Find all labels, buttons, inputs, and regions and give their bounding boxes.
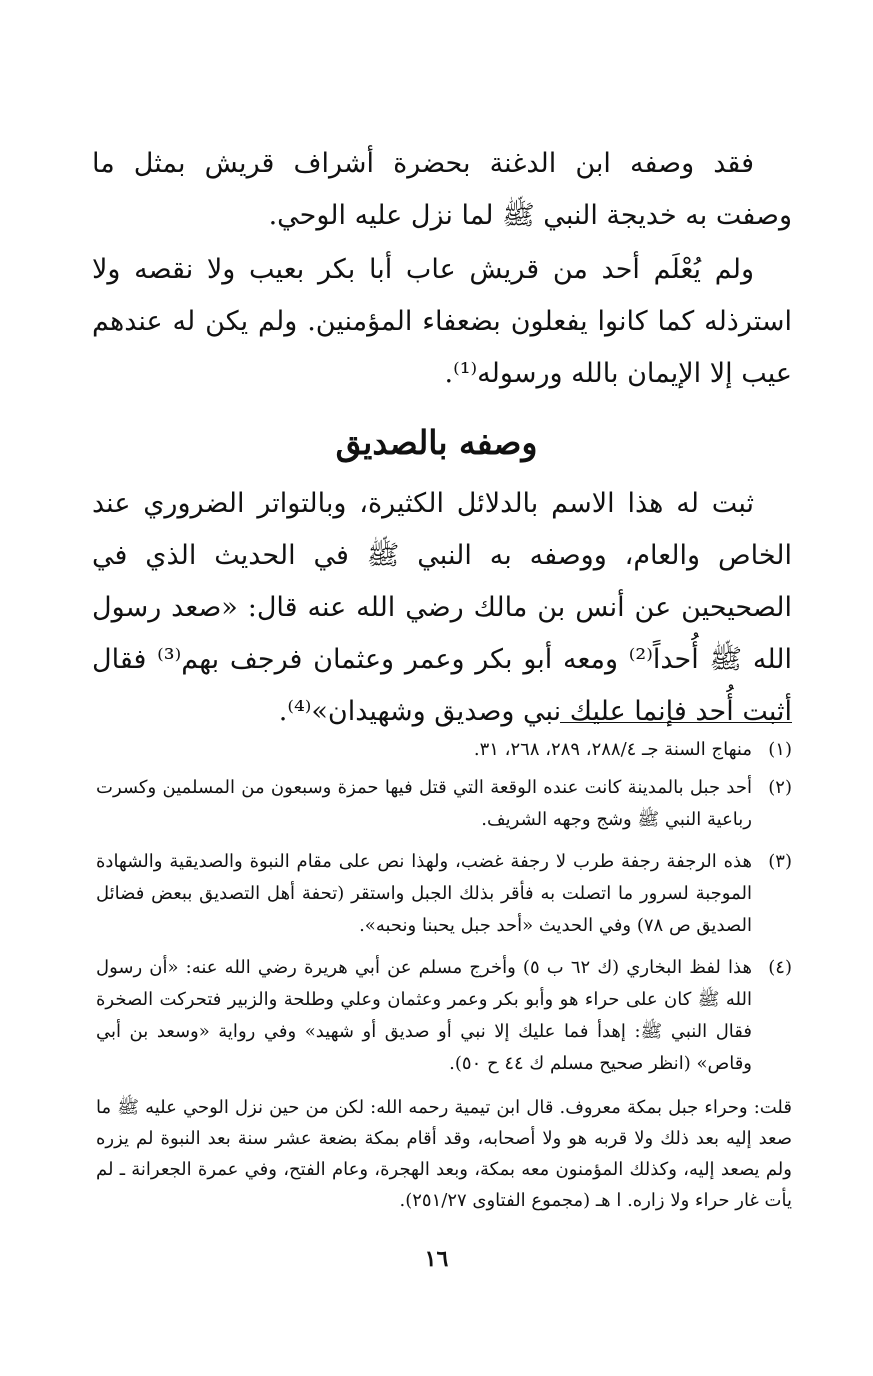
body-paragraph-3: ثبت له هذا الاسم بالدلائل الكثيرة، وبالتواتر الضروري عند الخاص والعام، ووصفه به النبي ﷺ في الحديث الذي في الصحيحين عن أنس بن مالك رضي الله عنه قال: «صعد رسول الله ﷺ أُحداً⁽²⁾ ومعه أبو بكر وعمر وعثمان فرجف بهم⁽³⁾ فقال أثبت أُحد فإنما عليك نبي وصديق وشهيدان»⁽⁴⁾. [92, 488, 793, 727]
body-paragraph-1-container [92, 138, 792, 242]
page-number: ١٦ [424, 1246, 449, 1272]
footnote-1 [96, 734, 792, 770]
footnote-text: هذه الرجفة رجفة طرب لا رجفة غضب، ولهذا نص على مقام النبوة والصديقية والشهادة الموجبة لسرور ما اتصلت به فأقر بذلك الجبل واستقر (تحفة أهل التصديق ببعض فضائل الصديق ص ٧٨) وفي الحديث «أحد جبل يحبنا ونحبه». [96, 851, 752, 936]
footnote-note: قلت: وحراء جبل بمكة معروف. قال ابن تيمية رحمه الله: لكن من حين نزل الوحي عليه ﷺ ما صعد إليه بعد ذلك ولا قربه هو ولا أصحابه، وقد أقام بمكة بضعة عشر سنة بعد النبوة لم يزره ولم يصعد إليه، وكذلك المؤمنون معه بمكة، وبعد الهجرة، وعام الفتح، وفي عمرة الجعرانة ـ لم يأت غار حراء ولا زاره. ا هـ (مجموع الفتاوى ٢٥١/٢٧). [96, 1097, 792, 1211]
footnote-4 [96, 952, 792, 1084]
footnote-text: أحد جبل بالمدينة كانت عنده الوقعة التي قتل فيها حمزة وسبعون من المسلمين وكسرت رباعية النبي ﷺ وشج وجهه الشريف. [96, 777, 752, 830]
body-paragraph-2: ولم يُعْلَم أحد من قريش عاب أبا بكر بعيب ولا نقصه ولا استرذله كما كانوا يفعلون بضعفاء المؤمنين. ولم يكن له عندهم عيب إلا الإيمان بالله ورسوله⁽¹⁾. [92, 254, 792, 389]
footnote-separator [560, 722, 792, 723]
footnote-number: (١) [768, 739, 792, 760]
body-paragraph-2-container [92, 244, 792, 400]
footnote-text: هذا لفظ البخاري (ك ٦٢ ب ٥) وأخرج مسلم عن أبي هريرة رضي الله عنه: «أن رسول الله ﷺ كان على حراء هو وأبو بكر وعمر وعثمان وعلي وطلحة والزبير فتحركت الصخرة فقال النبي ﷺ: إهدأ فما عليك إلا نبي أو صديق أو شهيد» وفي رواية «وسعد بن أبي وقاص» (انظر صحيح مسلم ك ٤٤ ح ٥٠). [96, 957, 753, 1074]
body-paragraph-3-container [92, 478, 792, 738]
body-paragraph-1: فقد وصفه ابن الدغنة بحضرة أشراف قريش بمثل ما وصفت به خديجة النبي ﷺ لما نزل عليه الوحي. [92, 148, 792, 231]
section-heading: وصفه بالصديق [335, 423, 538, 462]
footnote-3 [96, 846, 792, 946]
footnote-number: (٤) [768, 957, 792, 978]
footnote-number: (٢) [768, 777, 792, 798]
footnote-text: منهاج السنة جـ ٢٨٨/٤، ٢٨٩، ٢٦٨، ٣١. [473, 739, 752, 760]
footnote-2 [96, 772, 792, 840]
footnote-number: (٣) [768, 851, 792, 872]
